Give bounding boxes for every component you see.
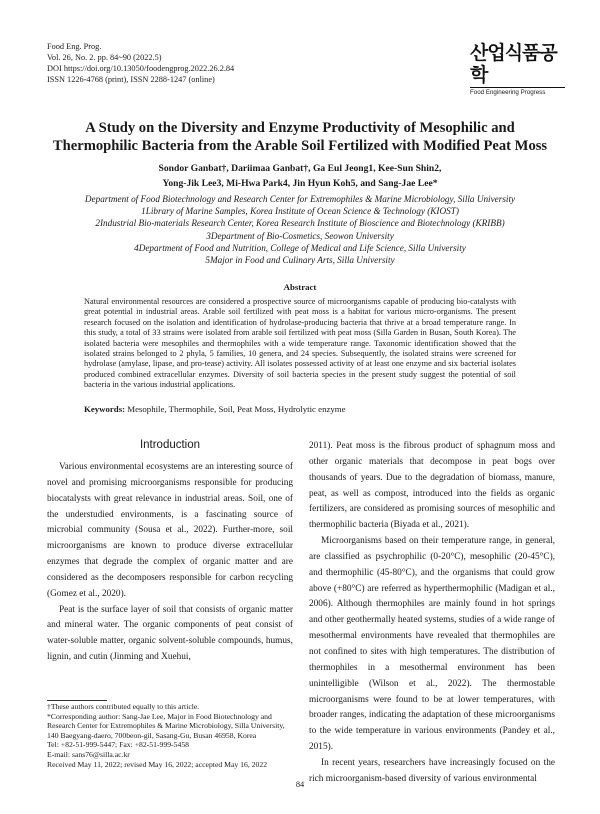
keywords-label: Keywords: — [84, 404, 126, 414]
footnote: †These authors contributed equally to this article. — [47, 702, 200, 711]
footnotes — [47, 702, 297, 769]
journal-issn: ISSN 1226-4768 (print), ISSN 2288-1247 (online) — [47, 75, 215, 84]
affiliation-list — [40, 193, 560, 266]
paragraph: In recent years, researchers have increasingly focused on the rich microorganism-based diversity of various environmental — [309, 757, 555, 784]
journal-volume: Vol. 26, No. 2. pp. 84~90 (2022.5) — [47, 53, 162, 62]
abstract-text: Natural environmental resources are considered a prospective source of microorganisms capable of producing bio-catalysts with great potential in industrial areas. Arable soil fertilized with peat moss is a habitat for various micro-organisms. The present research focused on the isolation and identification of hydrolase-producing bacteria that thrive at a broad temperature range. In this study, a total of 33 strains were isolated from arable soil fertilized with peat moss (Silla Garden in Busan, South Korea). The isolated bacteria were mesophiles and thermophiles with a wide temperature range. Taxonomic identification showed that the isolated strains belonged to 2 phyla, 5 families, 10 genera, and 24 species. Subsequently, the isolated strains were screened for hydrolase (amylase, lipase, and pro-tease) activity. All isolates possessed activity of at least one enzyme and six bacterial isolates produced combined extracellular enzymes. Diversity of soil bacteria species in the present study suggest the potential of soil bacteria in the various industrial applications. — [84, 297, 516, 390]
paragraph: Peat is the surface layer of soil that consists of organic matter and mineral water. The organic components of peat consist of water-soluble matter, organic solvent-soluble compounds, humus, lignin, and cutin (Jinming and Xuehui, — [47, 604, 293, 663]
affiliation: 1Library of Marine Samples, Korea Institute of Ocean Science & Technology (KIOST) — [141, 206, 459, 217]
section-heading-introduction: Introduction — [139, 439, 201, 451]
keywords — [84, 404, 516, 414]
footnote: *Corresponding author: Sang-Jae Lee, Major in Food Biotechnology and Research Center for Extremophiles & Marine Microbiology, Silla University, 140 Baegyang-daero, 700beon-gil, Sasang-Gu, Busan 46958, Korea — [47, 711, 285, 740]
keywords-list: Mesophile, Thermophile, Soil, Peat Moss, Hydrolytic enzyme — [127, 404, 346, 414]
affiliation: 3Department of Bio-Cosmetics, Seowon University — [206, 230, 394, 241]
logo-english-text: Food Engineering Progress — [470, 89, 546, 96]
title-line-1: A Study on the Diversity and Enzyme Productivity of Mesophilic and — [85, 120, 515, 136]
footnote: E-mail: sans76@silla.ac.kr — [47, 749, 130, 759]
affiliation: 2Industrial Bio-materials Research Center, Korea Research Institute of Bioscience and Biotechnology (KRIBB) — [95, 218, 505, 229]
authors-line-1: Sondor Ganbat†, Dariimaa Ganbat†, Ga Eul Jeong1, Kee-Sun Shin2, — [158, 163, 442, 174]
journal-info — [47, 41, 234, 85]
paragraph: Various environmental ecosystems are an interesting source of novel and promising microorganisms responsible for producing biocatalysts with great relevance in industrial areas. Soil, one of the understudied environments, is a fascinating source of microbial community (Sousa et al., 2022). Further-more, soil microorganisms are known to produce diverse extracellular enzymes that degrade the complex of organic matter and are considered as the decomposers responsible for carbon recycling (Gomez et al., 2020). — [47, 462, 293, 599]
authors-line-2: Yong-Jik Lee3, Mi-Hwa Park4, Jin Hyun Koh5, and Sang-Jae Lee* — [162, 177, 438, 189]
page-number: 84 — [295, 780, 305, 789]
journal-doi: DOI https://doi.org/10.13050/foodengprog.2022.26.2.84 — [47, 64, 235, 73]
paragraph: 2011). Peat moss is the fibrous product of sphagnum moss and other organic materials that decompose in peat bogs over thousands of years. Due to the degradation of biomass, manure, peat, as well as compost, introduced into the fields as organic fertilizers, are considered as promising sources of mesophilic and thermophilic bacteria (Biyada et al., 2021). — [309, 441, 555, 531]
logo-rule — [470, 87, 565, 88]
title-line-2: Thermophilic Bacteria from the Arable Soil Fertilized with Modified Peat Moss — [52, 137, 548, 154]
affiliation: 4Department of Food and Nutrition, College of Medical and Life Science, Silla University — [134, 242, 466, 253]
right-column — [309, 439, 555, 788]
journal-name: Food Eng. Prog. — [47, 42, 102, 51]
logo-korean-text: 산업식품공학 — [470, 42, 557, 86]
abstract-heading: Abstract — [283, 282, 317, 292]
author-list — [40, 162, 560, 191]
left-column — [47, 460, 293, 666]
affiliation: Department of Food Biotechnology and Research Center for Extremophiles & Marine Microbiology, Silla University — [84, 194, 516, 204]
footnote: Received May 11, 2022; revised May 16, 2022; accepted May 16, 2022 — [47, 759, 268, 769]
footnote: Tel: +82-51-999-5447; Fax: +82-51-999-5458 — [47, 740, 190, 750]
paragraph: Microorganisms based on their temperature range, in general, are classified as psychrophilic (0-20°C), mesophilic (20-45°C), and thermophilic (45-80°C), and the organisms that could grow above (+80°C) are referred as hyperthermophilic (Madigan et al., 2006). Although thermophiles are mainly found in hot springs and other geothermally heated systems, studies of a wide range of mesothermal environments have revealed that thermophiles are not confined to sites with high temperatures. The distribution of thermophiles in a mesothermal environment has been unintelligible (Wilson et al., 2022). The thermostable microorganisms were found to be at lower temperatures, with broader ranges, indicating the adaptation of these microorganisms to the wide temperature in various environments (Pandey et al., 2015). — [309, 536, 555, 753]
paper-title — [40, 120, 560, 155]
footnote-divider — [47, 700, 107, 701]
journal-logo — [470, 42, 565, 96]
affiliation: 5Major in Food and Culinary Arts, Silla University — [205, 255, 395, 266]
